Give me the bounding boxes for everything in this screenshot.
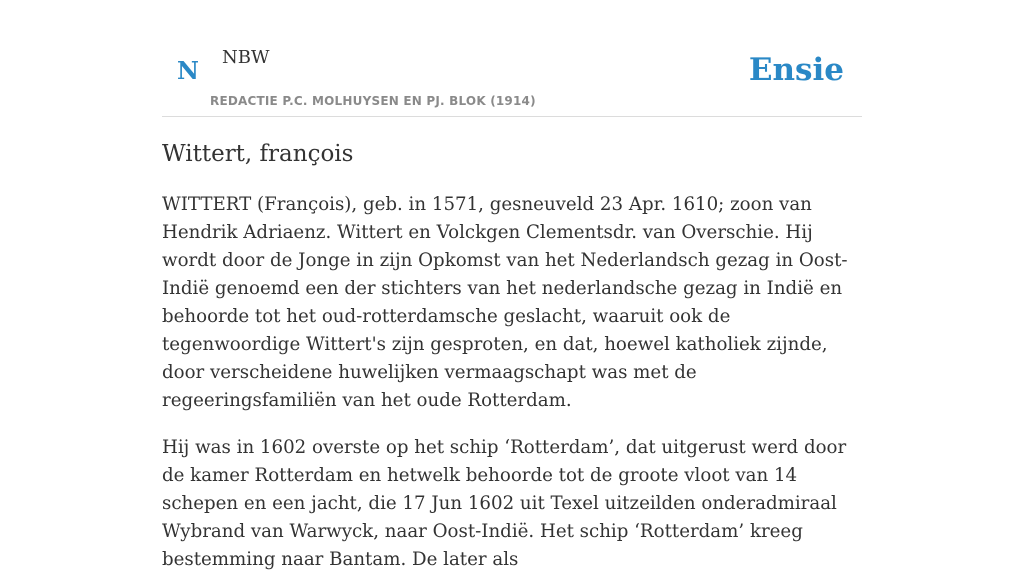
book-logo[interactable]: N [177,56,199,85]
book-title-link[interactable]: NBW [222,47,270,68]
article [162,137,866,574]
ensie-logo-link[interactable]: Ensie [748,52,844,88]
article-paragraph: Hij was in 1602 overste op het schip ‘Rotterdam’, dat uitgerust werd door de kamer Rotterdam en hetwelk behoorde tot de groote vloot van 14 schepen en een jacht, die 17 Jun 1602 uit Texel uitzeilden onderadmiraal Wybrand van Warwyck, naar Oost-Indië. Het schip ‘Rotterdam’ kreeg bestemming naar Bantam. De later als [162,437,847,570]
article-paragraph: WITTERT (François), geb. in 1571, gesneuveld 23 Apr. 1610; zoon van Hendrik Adriaenz. Wittert en Volckgen Clementsdr. van Overschie. Hij wordt door de Jonge in zijn Opkomst van het Nederlandsch gezag in Oost- Indië genoemd een der stichters van het nederlandsche gezag in Indië en behoorde tot het oud-rotterdamsche geslacht, waaruit ook de tegenwoordige Wittert's zijn gesproten, en dat, hoewel katholiek zijnde, door verscheidene huwelijken vermaagschapt was met de regeeringsfamiliën van het oude Rotterdam. [162,194,848,411]
article-title: Wittert, françois [162,141,354,167]
header [162,0,862,117]
book-subtitle: REDACTIE P.C. MOLHUYSEN EN PJ. BLOK (1914) [210,94,536,108]
